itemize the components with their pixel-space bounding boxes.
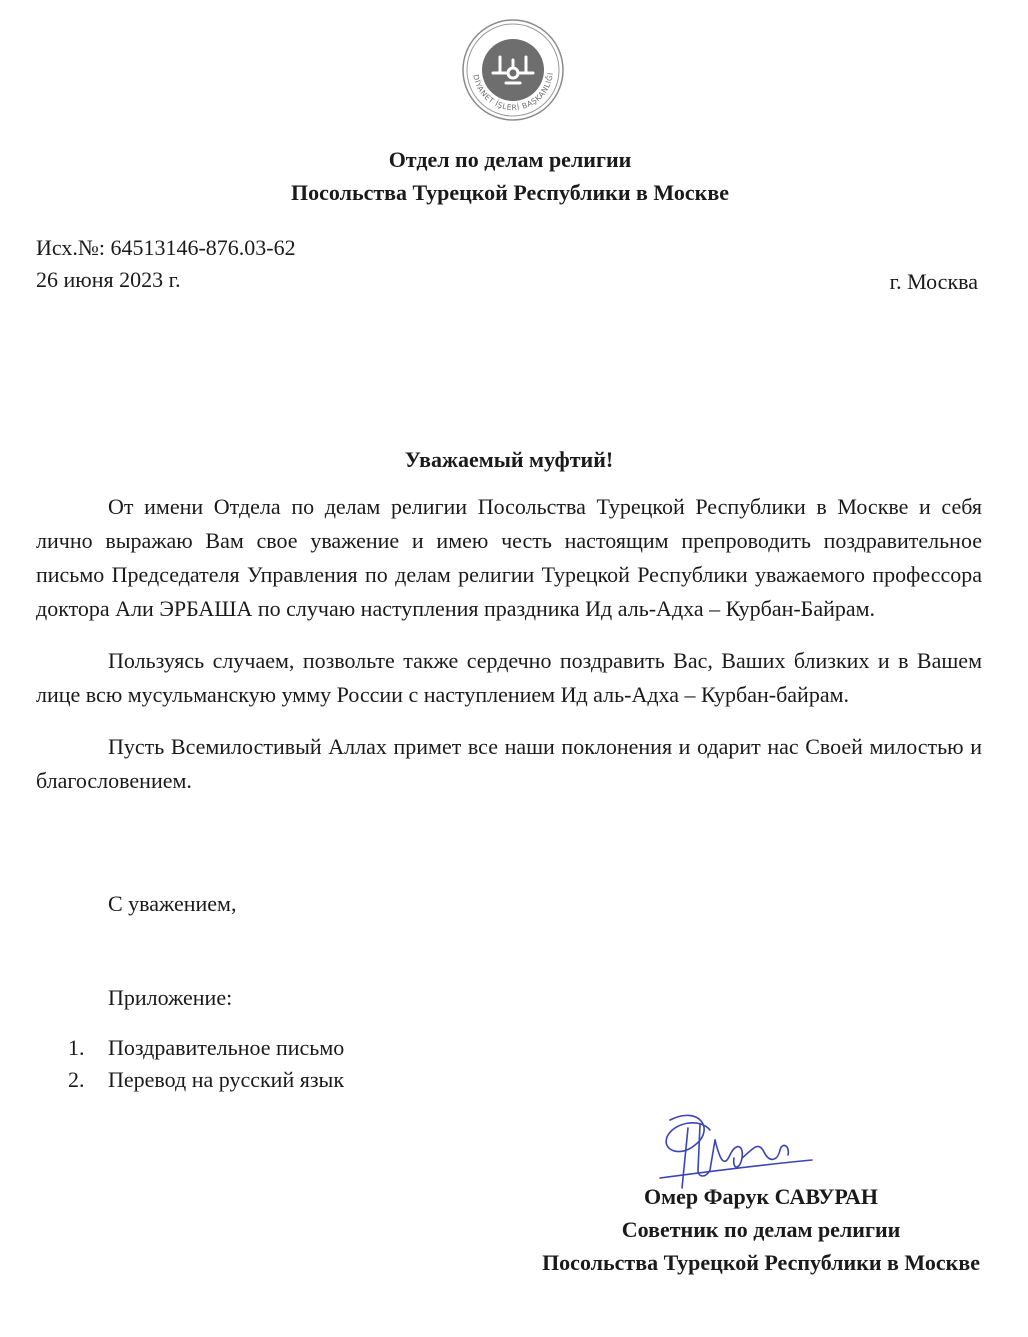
attachment-item	[36, 1032, 344, 1064]
reference-block	[36, 232, 296, 296]
attachment-number: 2.	[68, 1067, 85, 1092]
body-paragraph: Пусть Всемилостивый Аллах примет все наши поклонения и одарит нас Своей милостью и благословением.	[36, 734, 982, 793]
body-paragraph: Пользуясь случаем, позвольте также сердечно поздравить Вас, Ваших близких и в Вашем лице всю мусульманскую умму России с наступлением Ид аль-Адха – Курбан-байрам.	[36, 648, 982, 707]
attachments-list	[36, 1032, 344, 1096]
letterhead-embassy: Посольства Турецкой Республики в Москве	[291, 180, 729, 205]
diyanet-emblem-icon	[460, 17, 566, 123]
attachment-text: Поздравительное письмо	[108, 1035, 345, 1060]
body-paragraph: От имени Отдела по делам религии Посольства Турецкой Республики в Москве и себя лично выражаю Вам свое уважение и имею честь настоящим препроводить поздравительное письмо Председателя Управления по делам религии Турецкой Республики уважаемого профессора доктора Али ЭРБАША по случаю наступления праздника Ид аль-Адха – Курбан-Байрам.	[36, 494, 982, 621]
signer-name: Омер Фарук САВУРАН	[644, 1184, 879, 1209]
attachment-item	[36, 1064, 344, 1096]
signer-title: Советник по делам религии	[621, 1217, 901, 1242]
reference-number: Исх.№: 64513146-876.03-62	[36, 235, 296, 260]
svg-text:DİYANET İŞLERİ BAŞKANLIĞI: DİYANET İŞLERİ BAŞKANLIĞI	[471, 71, 555, 113]
reference-date: 26 июня 2023 г.	[36, 267, 181, 292]
reference-city: г. Москва	[889, 269, 978, 294]
attachments-label: Приложение:	[108, 985, 233, 1010]
letterhead	[0, 143, 1020, 209]
attachment-text: Перевод на русский язык	[108, 1067, 345, 1092]
letter-body	[36, 490, 982, 798]
attachment-number: 1.	[68, 1035, 85, 1060]
closing: С уважением,	[108, 891, 237, 916]
signer-block	[542, 1180, 980, 1279]
signer-organization: Посольства Турецкой Республики в Москве	[542, 1250, 980, 1275]
letterhead-department: Отдел по делам религии	[388, 147, 632, 172]
salutation: Уважаемый муфтий!	[404, 447, 614, 472]
